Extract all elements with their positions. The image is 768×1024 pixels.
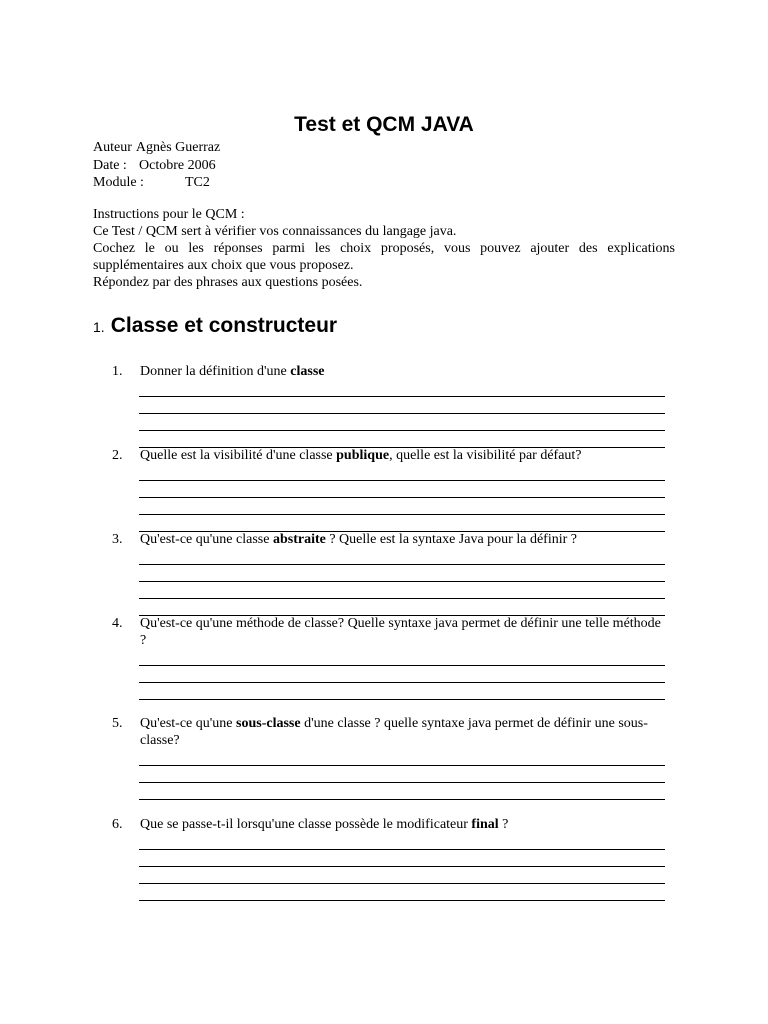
question-text	[140, 447, 670, 464]
meta-author-key: Auteur	[93, 140, 132, 155]
question-text	[140, 816, 670, 833]
answer-lines	[139, 833, 665, 901]
question-text-part: , quelle est la visibilité par défaut?	[389, 448, 582, 463]
answer-line[interactable]	[139, 565, 665, 582]
meta-date-value: Octobre 2006	[139, 157, 216, 173]
question-text	[140, 715, 670, 749]
answer-lines	[139, 649, 665, 700]
question-number: 1.	[112, 364, 123, 379]
document-title: Test et QCM JAVA	[294, 113, 474, 136]
question-1	[112, 363, 672, 448]
question-6	[112, 816, 672, 901]
answer-line[interactable]	[139, 884, 665, 901]
answer-line[interactable]	[139, 414, 665, 431]
section-number: 1.	[93, 319, 105, 335]
meta-date-key: Date :	[93, 157, 127, 173]
question-text-part: Qu'est-ce qu'une classe	[140, 532, 273, 547]
meta-date	[93, 157, 220, 175]
question-text-part: Donner la définition d'une	[140, 364, 291, 379]
instructions-line-3: Répondez par des phrases aux questions posées.	[93, 275, 363, 290]
question-text-part: Qu'est-ce qu'une	[140, 716, 237, 731]
question-number: 3.	[112, 532, 123, 547]
question-keyword: classe	[290, 364, 325, 379]
question-keyword: final	[471, 817, 499, 832]
answer-line[interactable]	[139, 481, 665, 498]
answer-lines	[139, 548, 665, 616]
answer-line[interactable]	[139, 683, 665, 700]
answer-line[interactable]	[139, 666, 665, 683]
question-text-part: ? Quelle est la syntaxe Java pour la définir ?	[325, 532, 577, 547]
instructions-line-1: Ce Test / QCM sert à vérifier vos connaissances du langage java.	[93, 224, 457, 239]
question-text	[140, 363, 670, 380]
answer-line[interactable]	[139, 649, 665, 666]
answer-line[interactable]	[139, 867, 665, 884]
answer-lines	[139, 464, 665, 532]
question-5	[112, 715, 672, 800]
question-text-part: Quelle est la visibilité d'une classe	[140, 448, 337, 463]
meta-module-key: Module :	[93, 175, 144, 190]
answer-line[interactable]	[139, 766, 665, 783]
meta-module	[93, 174, 220, 192]
question-4	[112, 615, 672, 700]
question-text-part: ?	[498, 817, 509, 832]
answer-lines	[139, 749, 665, 800]
answer-line[interactable]	[139, 431, 665, 448]
answer-line[interactable]	[139, 498, 665, 515]
meta-author-value: Agnès Guerraz	[135, 140, 221, 155]
question-keyword: publique	[336, 448, 390, 463]
answer-line[interactable]	[139, 515, 665, 532]
answer-line[interactable]	[139, 783, 665, 800]
answer-line[interactable]	[139, 548, 665, 565]
answer-line[interactable]	[139, 599, 665, 616]
section-heading	[93, 314, 337, 338]
question-text	[140, 615, 670, 649]
question-number: 6.	[112, 817, 123, 832]
question-keyword: sous-classe	[236, 716, 301, 731]
question-number: 5.	[112, 716, 123, 731]
question-keyword: abstraite	[272, 532, 326, 547]
document-meta	[93, 139, 220, 192]
answer-line[interactable]	[139, 380, 665, 397]
question-2	[112, 447, 672, 532]
section-title: Classe et constructeur	[110, 314, 338, 337]
question-text-part: d'une classe ? quelle syntaxe java permet de définir une sous-classe?	[140, 716, 648, 748]
meta-author	[93, 139, 220, 157]
question-text-part: Qu'est-ce qu'une méthode de classe? Quelle syntaxe java permet de définir une telle méthode ?	[140, 616, 661, 648]
question-number: 2.	[112, 448, 123, 463]
instructions-heading: Instructions pour le QCM :	[93, 207, 245, 222]
answer-line[interactable]	[139, 582, 665, 599]
instructions-line-2: Cochez le ou les réponses parmi les choix proposés, vous pouvez ajouter des explications supplémentaires aux choix que vous proposez.	[93, 241, 675, 273]
answer-line[interactable]	[139, 464, 665, 481]
answer-line[interactable]	[139, 749, 665, 766]
question-text	[140, 531, 670, 548]
answer-line[interactable]	[139, 833, 665, 850]
question-text-part: Que se passe-t-il lorsqu'une classe possède le modificateur	[140, 817, 472, 832]
instructions	[93, 206, 675, 291]
question-3	[112, 531, 672, 616]
question-number: 4.	[112, 616, 123, 631]
meta-module-value: TC2	[185, 175, 210, 190]
answer-lines	[139, 380, 665, 448]
answer-line[interactable]	[139, 850, 665, 867]
answer-line[interactable]	[139, 397, 665, 414]
